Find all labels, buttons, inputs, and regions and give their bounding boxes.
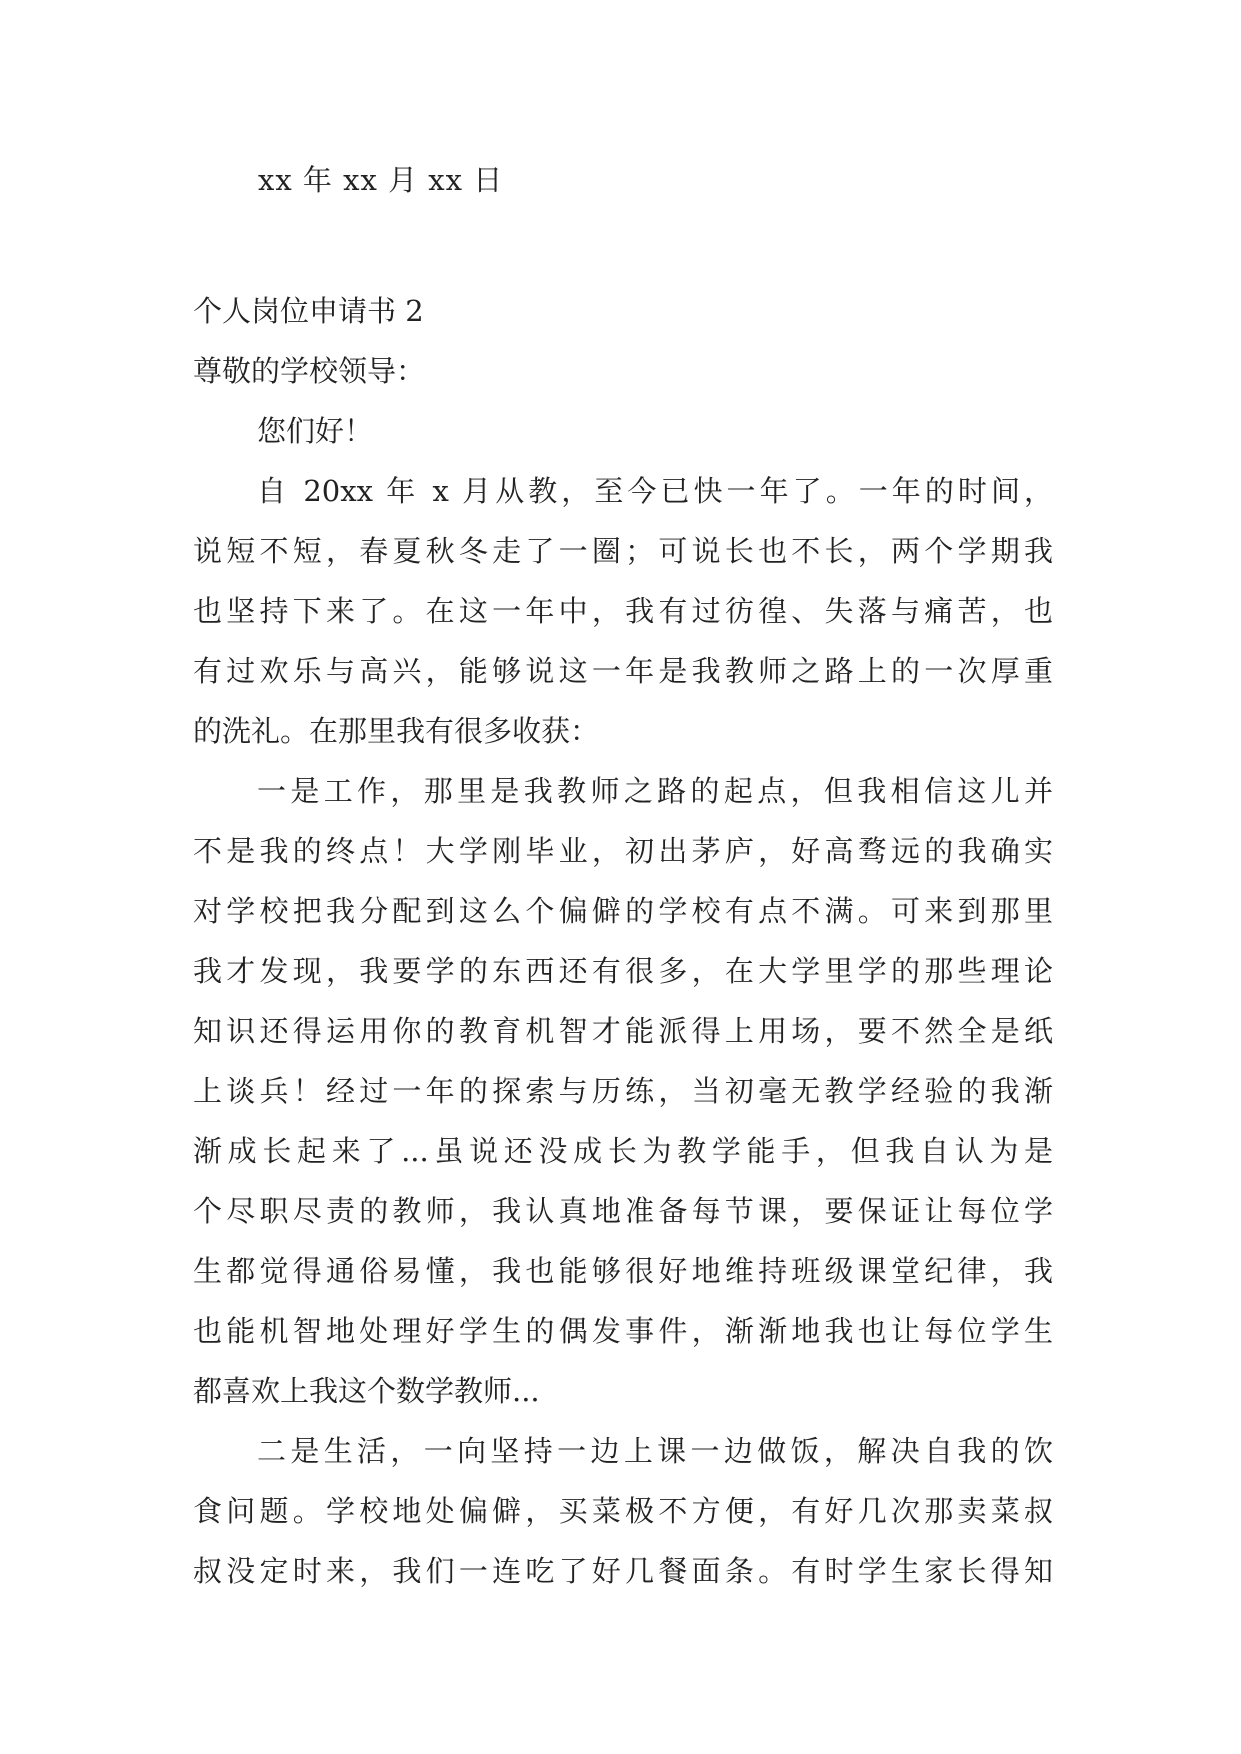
paragraph-line: 食问题。学校地处偏僻，买菜极不方便，有好几次那卖菜叔: [193, 1494, 1053, 1528]
salutation: 尊敬的学校领导：: [193, 354, 426, 388]
paragraph-line: 生都觉得通俗易懂，我也能够很好地维持班级课堂纪律，我: [193, 1254, 1053, 1288]
paragraph-line: 也坚持下来了。在这一年中，我有过彷徨、失落与痛苦，也: [193, 594, 1053, 628]
paragraph-line: 有过欢乐与高兴，能够说这一年是我教师之路上的一次厚重: [193, 654, 1053, 688]
document-title: 个人岗位申请书 2: [193, 294, 424, 328]
paragraph-line: 的洗礼。在那里我有很多收获：: [193, 714, 600, 748]
paragraph-1: [193, 461, 1053, 761]
paragraph-line: 都喜欢上我这个数学教师...: [193, 1374, 540, 1408]
paragraph-line: 渐成长起来了...虽说还没成长为教学能手，但我自认为是: [193, 1134, 1053, 1168]
paragraph-line: 个尽职尽责的教师，我认真地准备每节课，要保证让每位学: [193, 1194, 1053, 1228]
paragraph-3: [193, 1421, 1053, 1601]
paragraph-line: 自 20xx 年 x 月从教，至今已快一年了。一年的时间，: [257, 474, 1053, 508]
paragraph-line: 上谈兵！经过一年的探索与历练，当初毫无教学经验的我渐: [193, 1074, 1053, 1108]
date-line: xx 年 xx 月 xx 日: [258, 163, 504, 197]
paragraph-line: 我才发现，我要学的东西还有很多，在大学里学的那些理论: [193, 954, 1053, 988]
paragraph-line: 说短不短，春夏秋冬走了一圈；可说长也不长，两个学期我: [193, 534, 1053, 568]
document-body: [193, 281, 1053, 1601]
paragraph-line: 叔没定时来，我们一连吃了好几餐面条。有时学生家长得知: [193, 1554, 1053, 1588]
paragraph-line: 知识还得运用你的教育机智才能派得上用场，要不然全是纸: [193, 1014, 1053, 1048]
paragraph-line: 对学校把我分配到这么个偏僻的学校有点不满。可来到那里: [193, 894, 1053, 928]
paragraph-line: 一是工作，那里是我教师之路的起点，但我相信这儿并: [257, 774, 1053, 808]
paragraph-2: [193, 761, 1053, 1421]
greeting: 您们好！: [257, 414, 374, 448]
paragraph-line: 不是我的终点！大学刚毕业，初出茅庐，好高骛远的我确实: [193, 834, 1053, 868]
paragraph-line: 二是生活，一向坚持一边上课一边做饭，解决自我的饮: [257, 1434, 1053, 1468]
paragraph-line: 也能机智地处理好学生的偶发事件，渐渐地我也让每位学生: [193, 1314, 1053, 1348]
